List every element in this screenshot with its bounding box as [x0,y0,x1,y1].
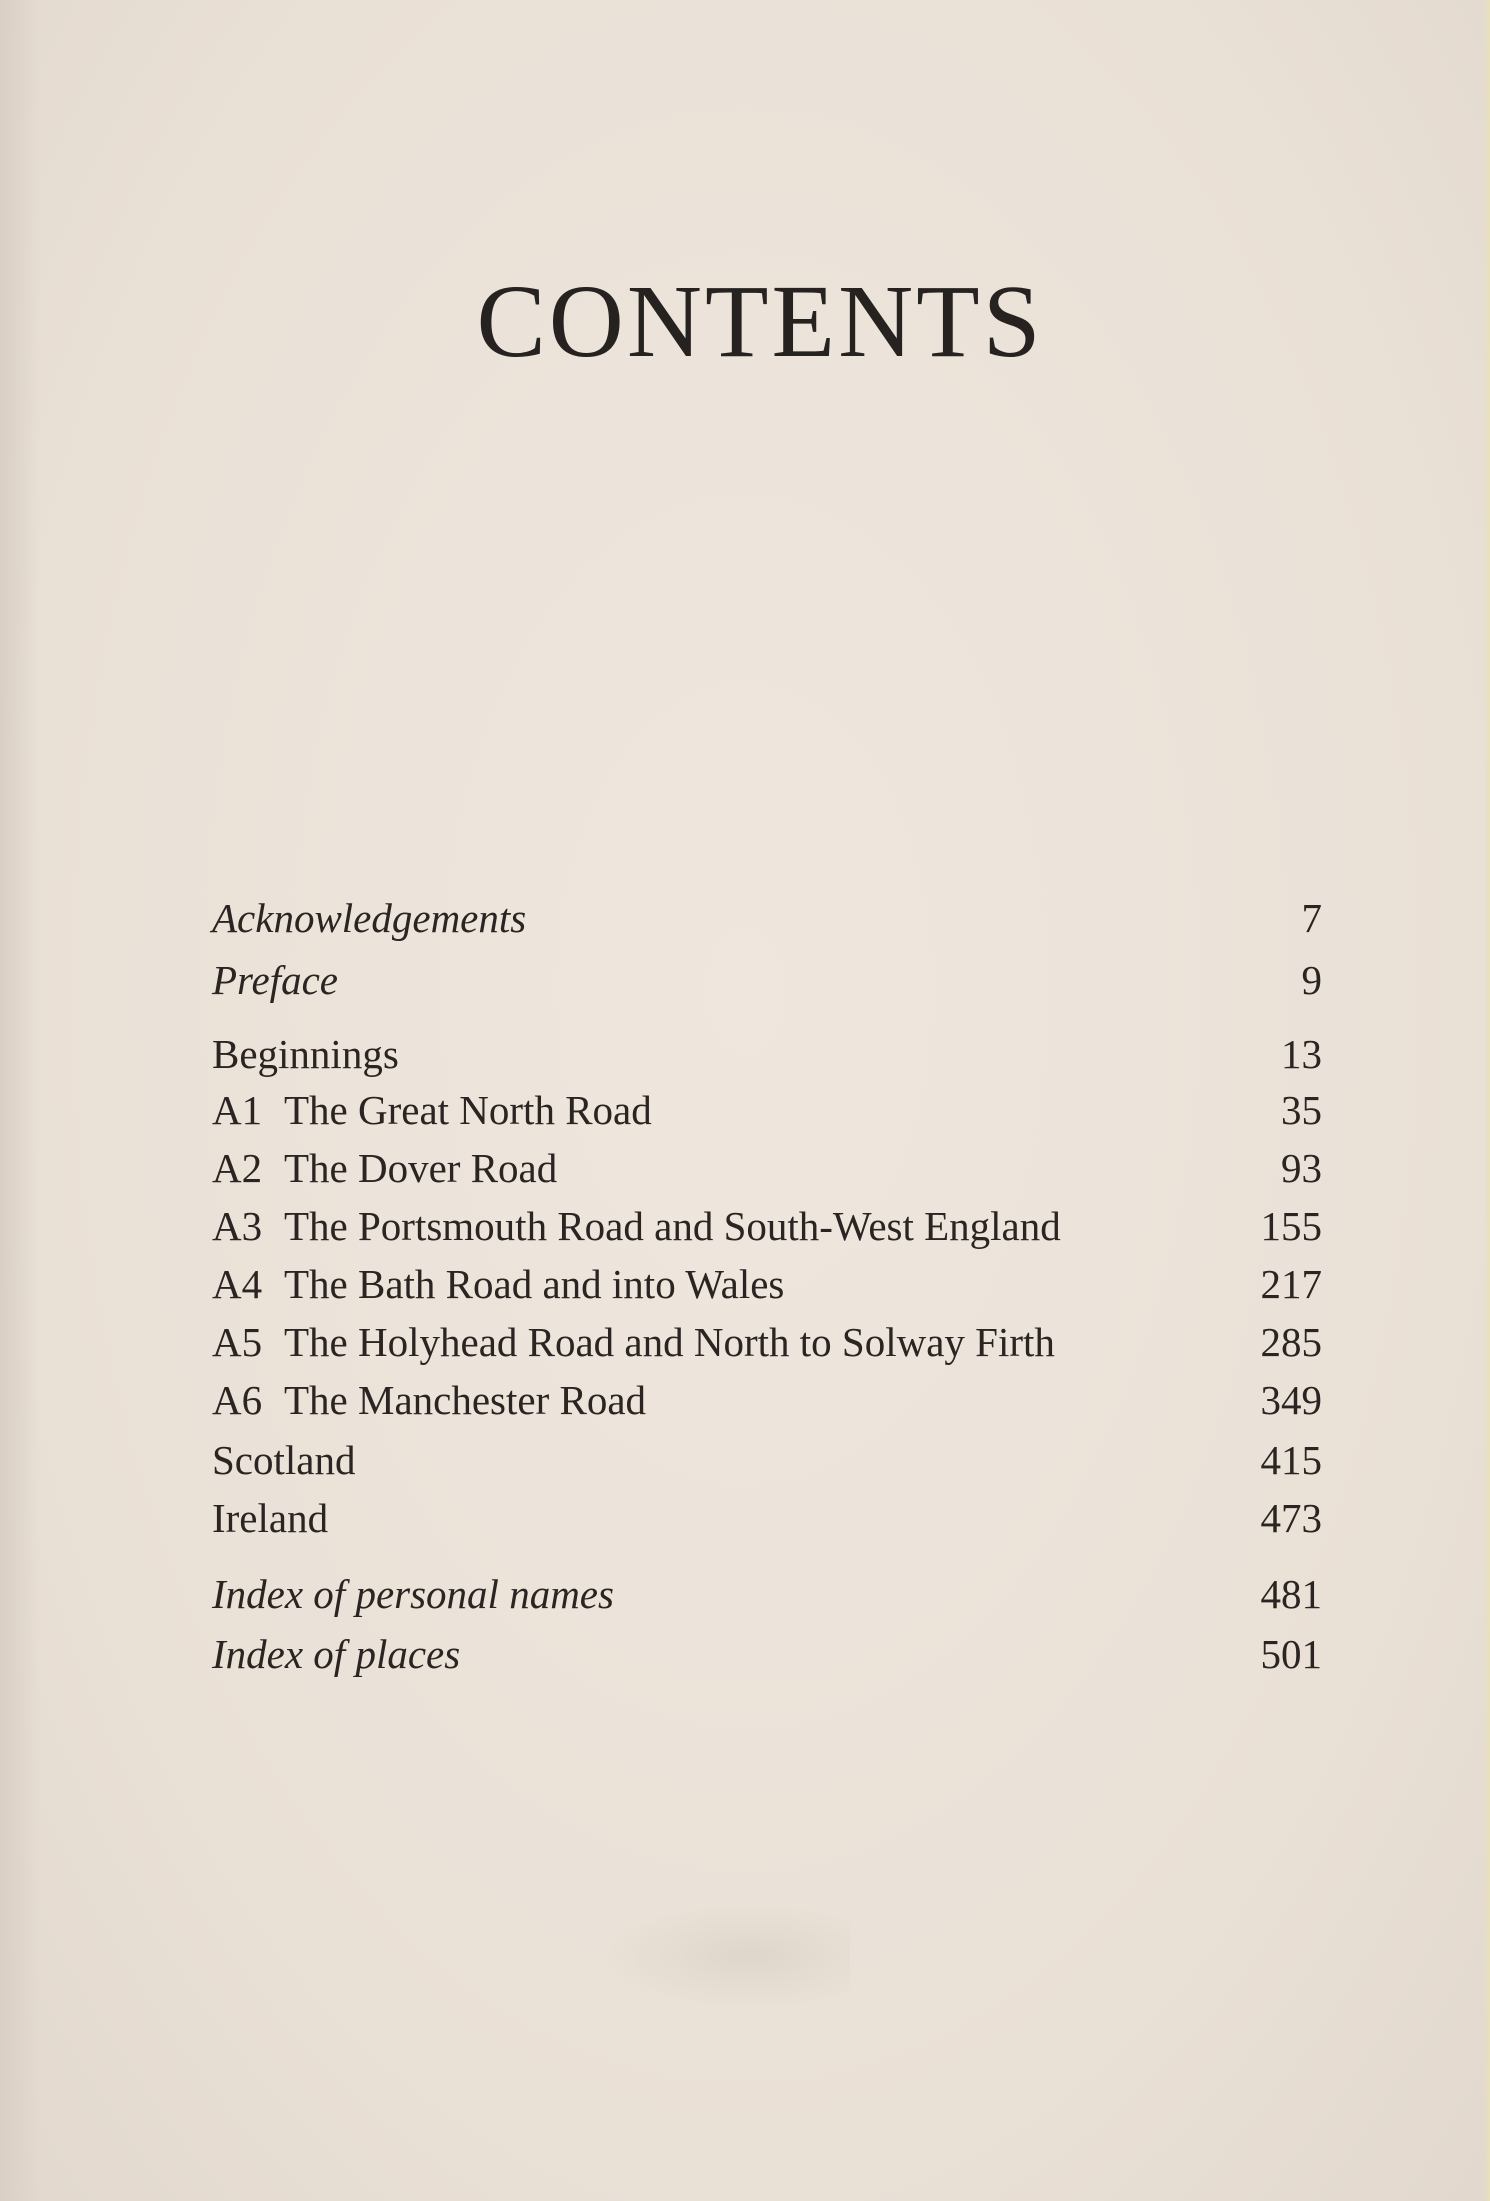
toc-entry-label: Beginnings [212,1031,399,1077]
toc-entry-page: 501 [1260,1631,1322,1677]
toc-entry-page: 415 [1260,1437,1322,1483]
toc-entry-page: 35 [1281,1087,1322,1133]
table-of-contents [212,0,1322,2201]
toc-entry-label: The Manchester Road [284,1377,647,1423]
toc-entry-page: 285 [1260,1319,1322,1365]
toc-entry-preface[interactable] [212,952,1322,1008]
toc-entry-a6[interactable] [212,1372,1322,1428]
toc-entry-scotland[interactable] [212,1432,1322,1488]
toc-entry-code: A4 [212,1261,263,1307]
toc-entry-code: A5 [212,1319,263,1365]
toc-entry-code: A2 [212,1145,263,1191]
toc-entry-label: Preface [212,957,338,1003]
toc-entry-label: The Holyhead Road and North to Solway Firth [284,1319,1055,1365]
toc-entry-label: Scotland [212,1437,356,1483]
toc-entry-page: 155 [1260,1203,1322,1249]
toc-entry-beginnings[interactable] [212,1026,1322,1082]
toc-entry-a2[interactable] [212,1140,1322,1196]
toc-entry-a4[interactable] [212,1256,1322,1312]
toc-entry-page: 7 [1301,895,1322,941]
toc-entry-acknowledgements[interactable] [212,890,1322,946]
toc-entry-label: The Dover Road [284,1145,558,1191]
toc-entry-label: The Great North Road [284,1087,652,1133]
toc-entry-page: 9 [1301,957,1322,1003]
toc-entry-label: Index of personal names [212,1571,614,1617]
toc-entry-page: 473 [1260,1495,1322,1541]
toc-entry-index-personal-names[interactable] [212,1566,1322,1622]
toc-entry-ireland[interactable] [212,1490,1322,1546]
toc-entry-label: Acknowledgements [212,895,527,941]
toc-entry-page: 13 [1281,1031,1322,1077]
toc-entry-index-places[interactable] [212,1626,1322,1682]
toc-entry-page: 349 [1260,1377,1322,1423]
toc-entry-page: 217 [1260,1261,1322,1307]
toc-entry-label: The Bath Road and into Wales [284,1261,785,1307]
page-title: CONTENTS [476,264,1044,379]
toc-entry-a3[interactable] [212,1198,1322,1254]
toc-entry-page: 481 [1260,1571,1322,1617]
toc-entry-a1[interactable] [212,1082,1322,1138]
toc-entry-code: A1 [212,1087,263,1133]
toc-entry-a5[interactable] [212,1314,1322,1370]
toc-entry-page: 93 [1281,1145,1322,1191]
toc-entry-label: Ireland [212,1495,329,1541]
toc-entry-code: A3 [212,1203,263,1249]
toc-entry-label: The Portsmouth Road and South-West England [284,1203,1061,1249]
toc-entry-code: A6 [212,1377,263,1423]
toc-entry-label: Index of places [212,1631,461,1677]
